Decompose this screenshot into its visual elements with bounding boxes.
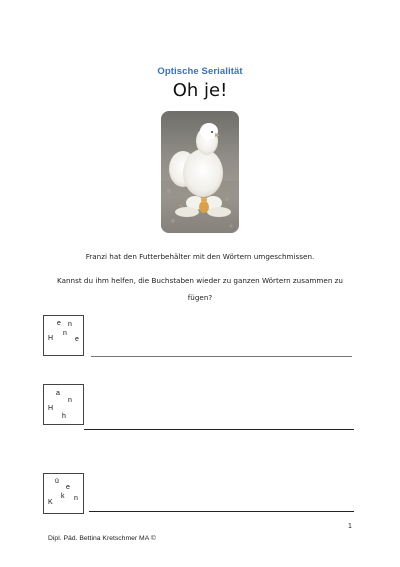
scrambled-letter: H: [48, 335, 54, 342]
scrambled-letter: a: [56, 390, 60, 397]
chicken-photo: [161, 111, 239, 233]
scrambled-letter: n: [68, 321, 72, 328]
scrambled-letter: n: [68, 397, 72, 404]
scrambled-letter: e: [75, 336, 79, 343]
instruction-line-3: fügen?: [187, 293, 213, 302]
instruction-line-1: Franzi hat den Futterbehälter mit den Wörtern umgeschmissen.: [85, 252, 315, 261]
scrambled-letter: ü: [55, 478, 59, 485]
worksheet-title: Oh je!: [172, 80, 228, 101]
worksheet-subtitle: Optische Serialität: [157, 66, 243, 77]
scrambled-letter: K: [48, 499, 53, 506]
scrambled-letter: n: [63, 330, 67, 337]
chicken-illustration: [161, 111, 239, 233]
letter-box-3: [43, 473, 84, 514]
scrambled-letter: k: [61, 493, 65, 500]
page-number: 1: [348, 523, 352, 530]
answer-line-3[interactable]: [89, 511, 354, 512]
scrambled-letter: e: [66, 484, 70, 491]
answer-line-2[interactable]: [84, 429, 354, 430]
letter-box-1: [43, 315, 84, 356]
letter-box-2: [43, 384, 84, 425]
scrambled-letter: e: [57, 320, 61, 327]
scrambled-letter: H: [48, 405, 54, 412]
answer-line-1[interactable]: [91, 356, 352, 357]
footer-credit: Dipl. Päd. Bettina Kretschmer MA ©: [48, 535, 156, 542]
instruction-line-2: Kannst du ihm helfen, die Buchstaben wieder zu ganzen Wörtern zusammen zu: [56, 276, 343, 285]
scrambled-letter: n: [74, 495, 78, 502]
scrambled-letter: h: [62, 413, 66, 420]
